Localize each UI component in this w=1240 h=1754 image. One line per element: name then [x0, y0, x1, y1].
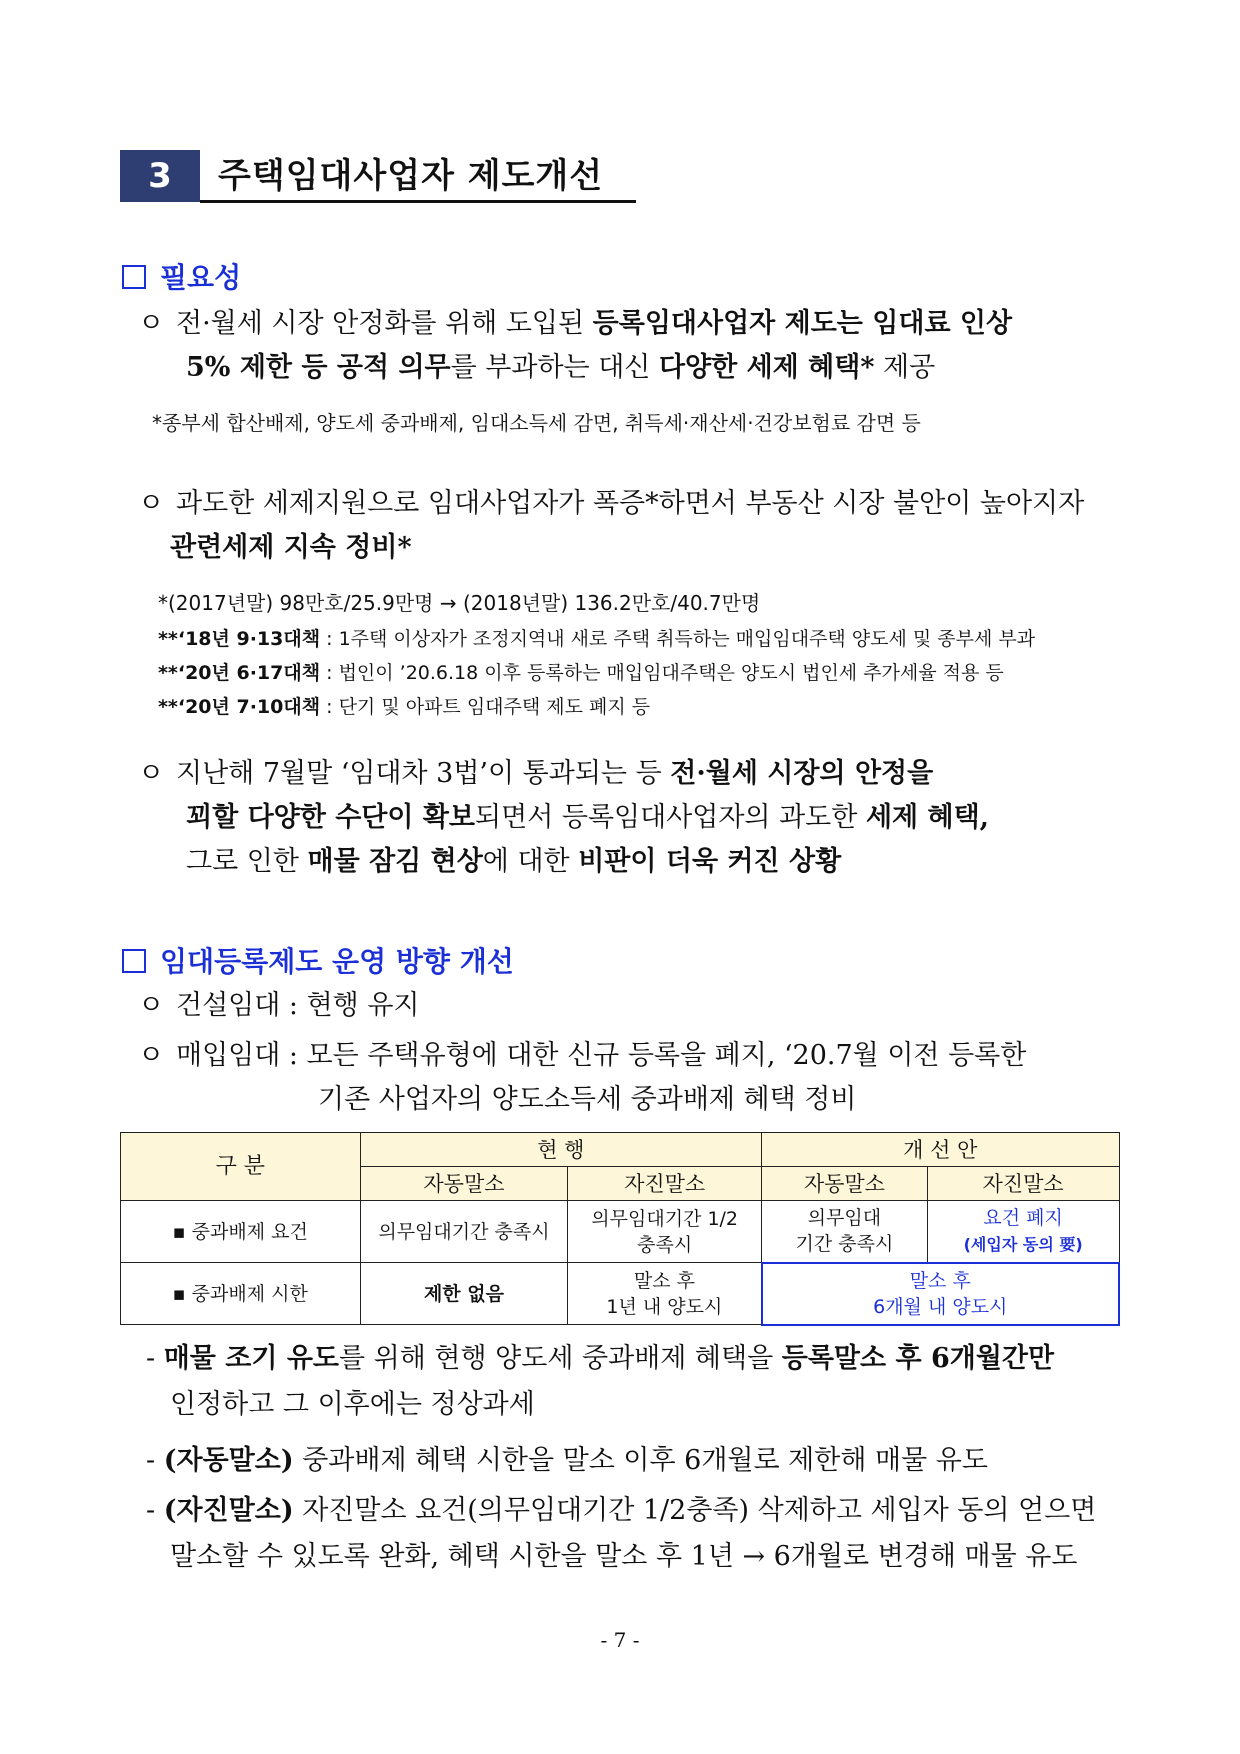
header-current: 현 행: [360, 1133, 761, 1167]
improve-bullet-1: ㅇ 건설임대 : 현행 유지: [138, 984, 1138, 1028]
dash-item-3: - (자진말소) 자진말소 요건(의무임대기간 1/2충족) 삭제하고 세입자 동의 얻으면 말소할 수 있도록 완화, 혜택 시한을 말소 후 1년 → 6개월로 변경해 매물 유도: [146, 1495, 1097, 1572]
need-note-4: **‘20년 6·17대책 : 법인이 ’20.6.18 이후 등록하는 매입임대주택은 양도시 법인세 추가세율 적용 등: [158, 662, 1004, 684]
checkbox-square-icon: [122, 265, 146, 289]
cell: 의무임대기간 1/2 충족시: [568, 1201, 762, 1263]
circle-bullet-icon: ㅇ: [138, 990, 165, 1021]
circle-bullet-icon: ㅇ: [138, 1040, 165, 1071]
cell: 말소 후 1년 내 양도시: [568, 1263, 762, 1325]
subheader-self: 자진말소: [927, 1167, 1119, 1201]
cell: 의무임대 기간 충족시: [762, 1201, 928, 1263]
improve-heading: 임대등록제도 운영 방향 개선: [122, 940, 514, 980]
cell: 의무임대기간 충족시: [360, 1201, 568, 1263]
need-note-2: *(2017년말) 98만호/25.9만명 → (2018년말) 136.2만호/40.7만명: [158, 591, 761, 615]
need-heading: 필요성: [122, 256, 241, 296]
circle-bullet-icon: ㅇ: [138, 488, 165, 519]
cell: 요건 폐지 (세입자 동의 要): [927, 1201, 1119, 1263]
need-note-3: **‘18년 9·13대책 : 1주택 이상자가 조정지역내 새로 주택 취득하는 매입임대주택 양도세 및 종부세 부과: [158, 628, 1036, 650]
section-title: 주택임대사업자 제도개선: [218, 156, 604, 196]
section-underline: [200, 200, 636, 203]
cell-highlight: 말소 후 6개월 내 양도시: [762, 1263, 1119, 1325]
dash-item-2: - (자동말소) 중과배제 혜택 시한을 말소 이후 6개월로 제한해 매물 유도: [146, 1445, 988, 1476]
need-note-1: *종부세 합산배제, 양도세 중과배제, 임대소득세 감면, 취득세·재산세·건강보험료 감면 등: [152, 411, 921, 435]
need-bullet-1: ㅇ 전·월세 시장 안정화를 위해 도입된 등록임대사업자 제도는 임대료 인상 5% 제한 등 공적 의무를 부과하는 대신 다양한 세제 혜택* 제공: [138, 302, 1138, 390]
row-label: ▪ 중과배제 시한: [121, 1263, 361, 1325]
subheader-auto: 자동말소: [762, 1167, 928, 1201]
table-row: [121, 1201, 1120, 1263]
subheader-auto: 자동말소: [360, 1167, 568, 1201]
circle-bullet-icon: ㅇ: [138, 308, 165, 339]
header-proposal: 개 선 안: [762, 1133, 1119, 1167]
subheader-self: 자진말소: [568, 1167, 762, 1201]
row-label: ▪ 중과배제 요건: [121, 1201, 361, 1263]
dash-item-1: - 매물 조기 유도를 위해 현행 양도세 중과배제 혜택을 등록말소 후 6개월간만 인정하고 그 이후에는 정상과세: [146, 1343, 1055, 1420]
checkbox-square-icon: [122, 949, 146, 973]
section-number: 3: [120, 150, 200, 202]
cell: 제한 없음: [360, 1263, 568, 1325]
need-bullet-3: ㅇ 지난해 7월말 ‘임대차 3법’이 통과되는 등 전·월세 시장의 안정을 꾀할 다양한 수단이 확보되면서 등록임대사업자의 과도한 세제 혜택, 그로 인한 매물 잠김 현상에 대한 비판이 더욱 커진 상황: [138, 752, 1138, 884]
need-bullet-2: ㅇ 과도한 세제지원으로 임대사업자가 폭증*하면서 부동산 시장 불안이 높아지자 관련세제 지속 정비*: [138, 482, 1138, 570]
need-note-5: **‘20년 7·10대책 : 단기 및 아파트 임대주택 제도 폐지 등: [158, 696, 651, 718]
header-gubun: 구 분: [121, 1133, 361, 1201]
page-number: - 7 -: [600, 1628, 640, 1652]
table-row: [121, 1263, 1120, 1325]
improve-bullet-2: ㅇ 매입임대 : 모든 주택유형에 대한 신규 등록을 폐지, ‘20.7월 이전 등록한 기존 사업자의 양도소득세 중과배제 혜택 정비: [138, 1034, 1158, 1122]
circle-bullet-icon: ㅇ: [138, 758, 165, 789]
comparison-table: [120, 1132, 1120, 1326]
